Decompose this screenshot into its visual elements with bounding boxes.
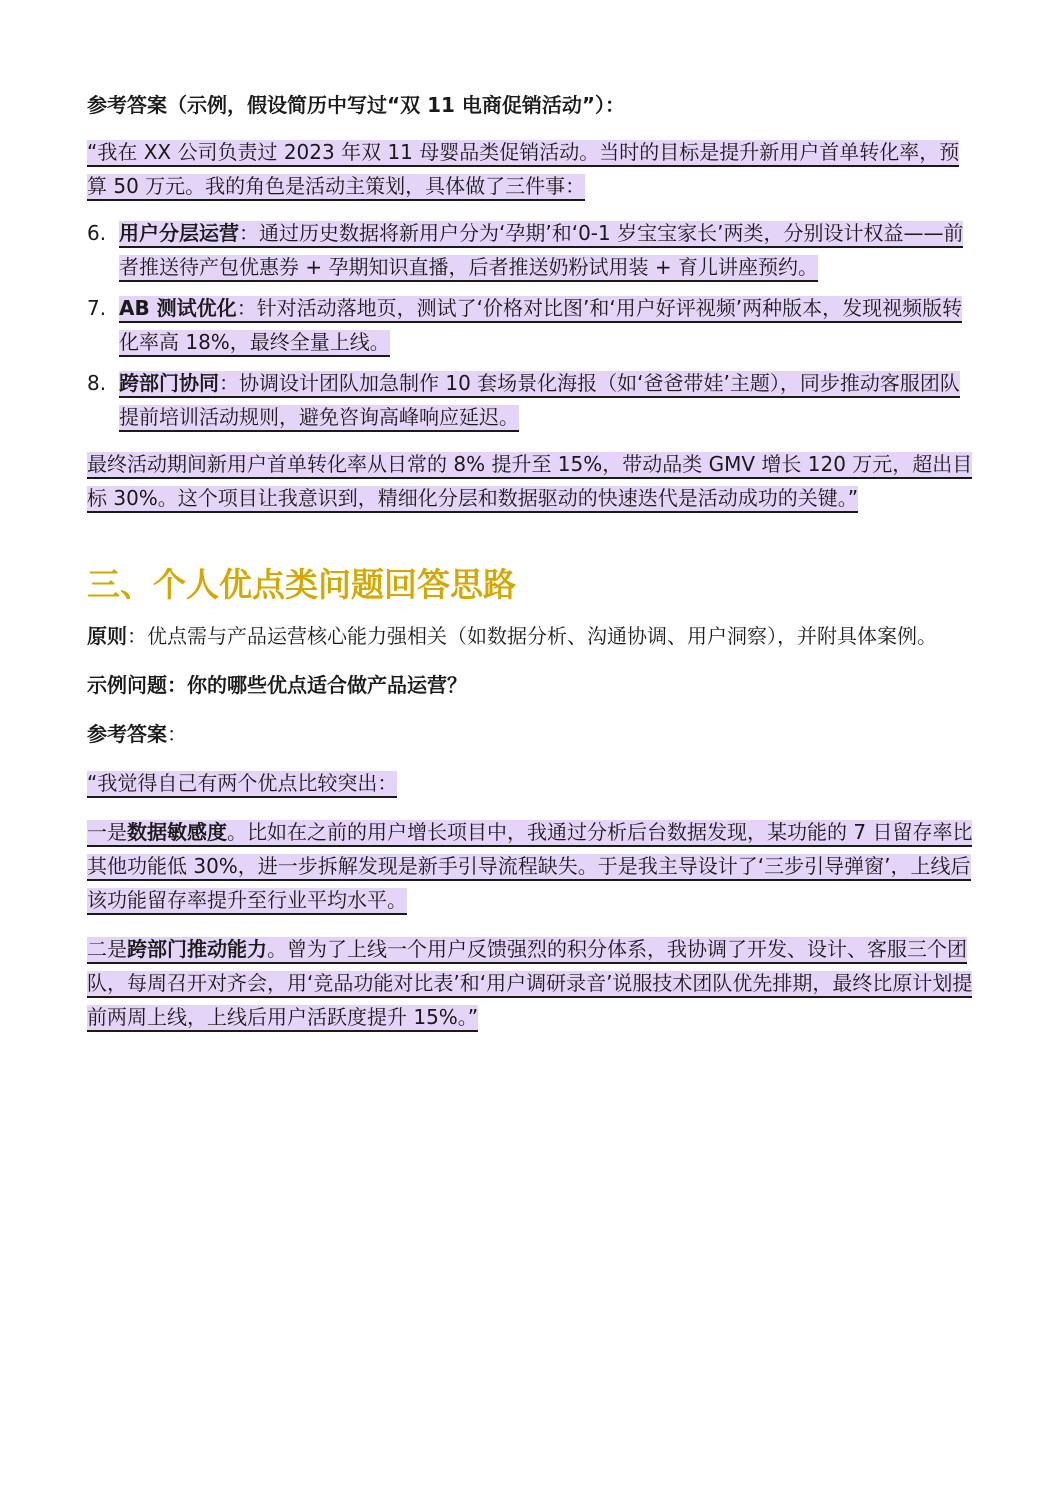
step-text: 协调设计团队加急制作 10 套场景化海报（如‘爸爸带娃’主题），同步推动客服团队提前培训活动规则，避免咨询高峰响应延迟。 (119, 371, 960, 429)
step-title: 用户分层运营 (119, 221, 239, 245)
section-title: 三、个人优点类问题回答思路 (87, 565, 516, 604)
step-text: 通过历史数据将新用户分为‘孕期’和‘0-1 岁宝宝家长’两类，分别设计权益——前者推送待产包优惠券 + 孕期知识直播，后者推送奶粉试用装 + 育儿讲座预约。 (119, 221, 964, 279)
answer-label: 参考答案（示例，假设简历中写过“双 11 电商促销活动”）： (87, 93, 626, 117)
principle-paragraph: 原则：优点需与产品运营核心能力强相关（如数据分析、沟通协调、用户洞察），并附具体案例。 (87, 624, 937, 648)
result-quote: 最终活动期间新用户首单转化率从日常的 8% 提升至 15%，带动品类 GMV 增长 120 万元，超出目标 30%。这个项目让我意识到，精细化分层和数据驱动的快速迭代是活动成功的关键。” (87, 447, 977, 515)
strength-point-2: 二是跨部门推动能力。曾为了上线一个用户反馈强烈的积分体系，我协调了开发、设计、客服三个团队，每周召开对齐会，用‘竞品功能对比表’和‘用户调研录音’说服技术团队优先排期，最终比原计划提前两周上线，上线后用户活跃度提升 15%。” (87, 932, 977, 1034)
quote-opening: “我觉得自己有两个优点比较突出： (87, 766, 977, 800)
list-item: 6. 用户分层运营：通过历史数据将新用户分为‘孕期’和‘0-1 岁宝宝家长’两类，分别设计权益——前者推送待产包优惠券 + 孕期知识直播，后者推送奶粉试用装 + 育儿讲座预约。 (87, 216, 977, 284)
list-item: 7. AB 测试优化：针对活动落地页，测试了‘价格对比图’和‘用户好评视频’两种版本，发现视频版转化率高 18%，最终全量上线。 (87, 291, 977, 359)
intro-quote: “我在 XX 公司负责过 2023 年双 11 母婴品类促销活动。当时的目标是提升新用户首单转化率，预算 50 万元。我的角色是活动主策划，具体做了三件事： (87, 135, 977, 203)
list-number: 7. (87, 296, 107, 320)
list-number: 6. (87, 221, 107, 245)
step-text: 针对活动落地页，测试了‘价格对比图’和‘用户好评视频’两种版本，发现视频版转化率高 18%，最终全量上线。 (119, 296, 963, 354)
steps-list (87, 216, 977, 434)
list-item: 8. 跨部门协同：协调设计团队加急制作 10 套场景化海报（如‘爸爸带娃’主题），同步推动客服团队提前培训活动规则，避免咨询高峰响应延迟。 (87, 366, 977, 434)
answer-label-2: 参考答案： (87, 722, 187, 746)
step-title: 跨部门协同 (119, 371, 219, 395)
example-question: 示例问题：你的哪些优点适合做产品运营？ (87, 673, 467, 697)
strength-point-1: 一是数据敏感度。比如在之前的用户增长项目中，我通过分析后台数据发现，某功能的 7 日留存率比其他功能低 30%，进一步拆解发现是新手引导流程缺失。于是我主导设计了‘三步引导弹窗’，上线后该功能留存率提升至行业平均水平。 (87, 815, 977, 917)
principle-label: 原则 (87, 624, 127, 648)
step-title: AB 测试优化 (119, 296, 237, 320)
document-page (87, 88, 977, 1034)
list-number: 8. (87, 371, 107, 395)
